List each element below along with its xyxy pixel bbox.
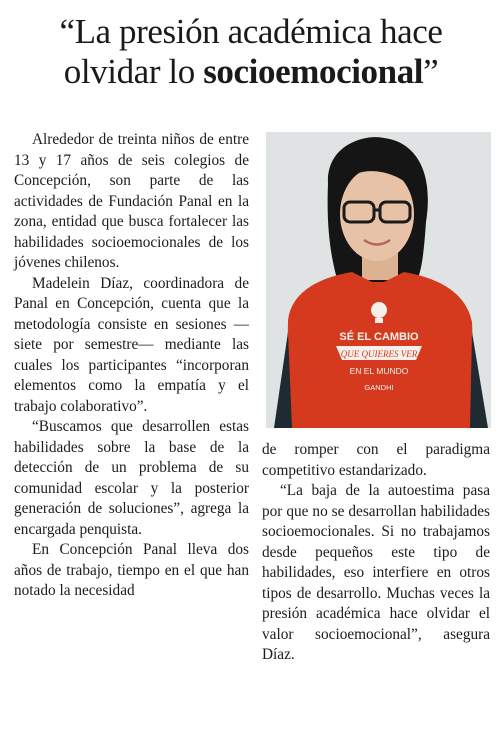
- paragraph-3: “Buscamos que desarrollen estas habilidades sobre la base de la detección de un problema de su comunidad escolar y la posterior generación de soluciones”, agrega la encargada penquista.: [14, 418, 249, 538]
- lightbulb-icon: [371, 302, 387, 318]
- article-column-left: [14, 130, 249, 602]
- shirt-text-2: QUE QUIERES VER: [340, 349, 418, 359]
- paragraph-2: Madelein Díaz, coordinadora de Panal en Concepción, cuenta que la metodología consiste en sesiones —siete por semestre— mediante las cuales los participantes “incorporan elementos como la empatía y el trabajo colaborativo”.: [14, 274, 249, 415]
- portrait-illustration: [266, 132, 491, 428]
- lightbulb-base: [375, 318, 383, 323]
- paragraph-1: Alrededor de treinta niños de entre 13 y 17 años de seis colegios de Concepción, son parte de las actividades de Fundación Panal en la zona, entidad que busca fortalecer las habilidades socioemocionales de los jóvenes chilenos.: [14, 131, 249, 271]
- headline-line-2-bold: socioemocional: [203, 52, 424, 91]
- headline-line-2: [0, 52, 502, 92]
- shirt-text-3: EN EL MUNDO: [349, 366, 409, 376]
- portrait-photo: [266, 132, 491, 428]
- paragraph-4: En Concepción Panal lleva dos años de trabajo, tiempo en el que han notado la necesidad: [14, 541, 249, 599]
- article-column-right: [262, 440, 490, 666]
- headline-line-2-plain: olvidar lo: [63, 52, 204, 91]
- paragraph-5: “La baja de la autoestima pasa por que no se desarrollan habilidades socioemocionales. Si no trabajamos desde pequeños este tipo de habilidades, eso interfiere en otros tipos de desarrollo. Muchas veces la presión académica hace olvidar el valor socioemocional”, asegura Díaz.: [262, 482, 490, 663]
- shirt-text-4: GANDHI: [364, 383, 394, 392]
- headline-line-2-close: ”: [423, 52, 439, 91]
- headline: [0, 12, 502, 92]
- paragraph-4-continued: de romper con el paradigma competitivo estandarizado.: [262, 441, 490, 479]
- shirt-text-1: SÉ EL CAMBIO: [339, 331, 419, 343]
- face: [340, 167, 414, 261]
- headline-line-1: “La presión académica hace: [59, 12, 443, 51]
